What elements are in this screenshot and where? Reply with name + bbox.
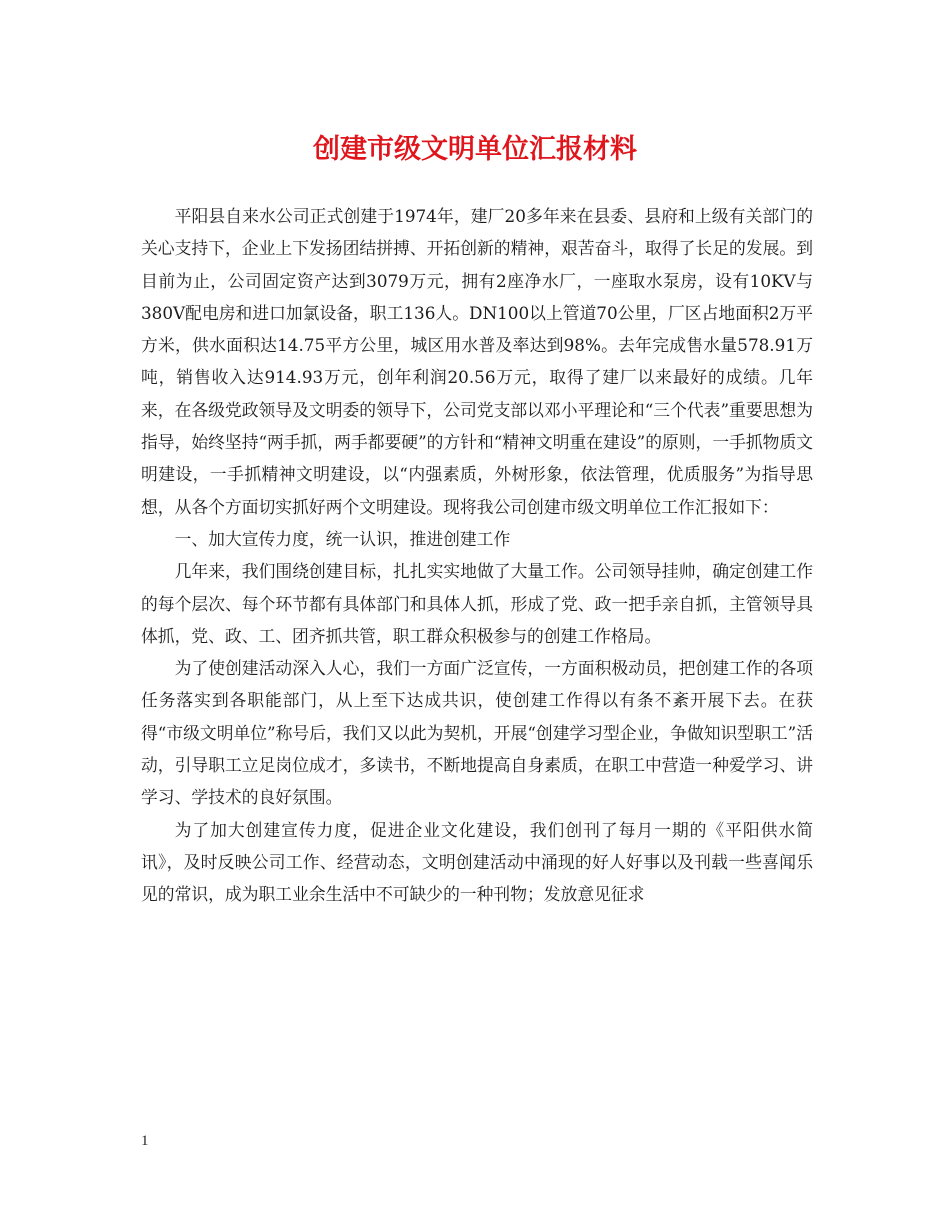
section-heading-1: 一、加大宣传力度，统一认识，推进创建工作 (174, 528, 511, 549)
paragraph-intro: 平阳县自来水公司正式创建于1974年，建厂20多年来在县委、县府和上级有关部门的关心支持下，企业上下发扬团结拼搏、开拓创新的精神，艰苦奋斗，取得了长足的发展。到目前为止，公司固定资产达到3079万元，拥有2座净水厂，一座取水泵房，设有10KV与380V配电房和进口加氯设备，职工136人。DN100以上管道70公里，厂区占地面积2万平方米，供水面积达14.75平方公里，城区用水普及率达到98%。去年完成售水量578.91万吨，销售收入达914.93万元，创年利润20.56万元，取得了建厂以来最好的成绩。几年来，在各级党政领导及文明委的领导下，公司党支部以邓小平理论和“三个代表”重要思想为指导，始终坚持“两手抓，两手都要硬”的方针和“精神文明重在建设”的原则，一手抓物质文明建设，一手抓精神文明建设，以“内强素质，外树形象，依法管理，优质服务”为指导思想，从各个方面切实抓好两个文明建设。现将我公司创建市级文明单位工作汇报如下： (141, 206, 814, 517)
paragraph-4: 为了加大创建宣传力度，促进企业文化建设，我们创刊了每月一期的《平阳供水简讯》，及时反映公司工作、经营动态，文明创建活动中涌现的好人好事以及刊载一些喜闻乐见的常识，成为职工业余生活中不可缺少的一种刊物；发放意见征求 (141, 819, 813, 905)
paragraph-2: 几年来，我们围绕创建目标，扎扎实实地做了大量工作。公司领导挂帅，确定创建工作的每个层次、每个环节都有具体部门和具体人抓，形成了党、政一把手亲自抓，主管领导具体抓，党、政、工、团齐抓共管，职工群众积极参与的创建工作格局。 (141, 561, 813, 646)
page-number: 1 (141, 1133, 149, 1149)
document-body (141, 200, 813, 911)
paragraph-3: 为了使创建活动深入人心，我们一方面广泛宣传，一方面积极动员，把创建工作的各项任务落实到各职能部门，从上至下达成共识，使创建工作得以有条不紊开展下去。在获得“市级文明单位”称号后，我们又以此为契机，开展“创建学习型企业，争做知识型职工”活动，引导职工立足岗位成才，多读书，不断地提高自身素质，在职工中营造一种爱学习、讲学习、学技术的良好氛围。 (141, 658, 814, 808)
document-title: 创建市级文明单位汇报材料 (313, 134, 637, 165)
